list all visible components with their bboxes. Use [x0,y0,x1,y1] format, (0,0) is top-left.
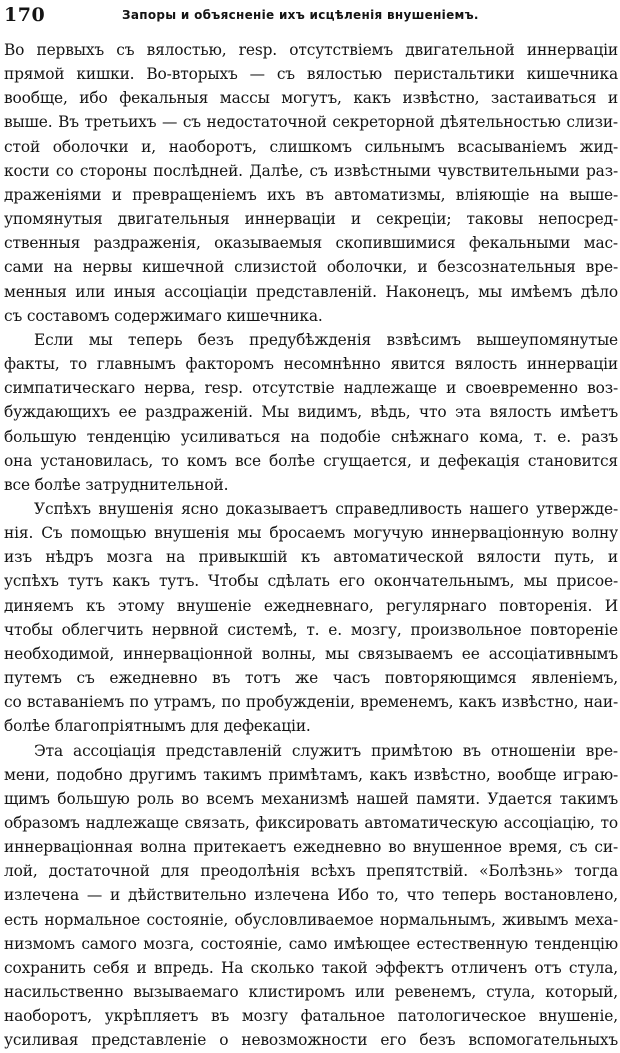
text-line: лой, достаточной для преодолѣнія всѣхъ препятствій. «Болѣзнь» тогда [4,862,618,881]
text-line: факты, то главнымъ факторомъ несомнѣнно явится вялость иннерваціи [4,355,618,374]
text-line: Успѣхъ внушенія ясно доказываетъ справедливость нашего утвержде- [34,499,618,518]
text-line: Во первыхъ съ вялостью, resp. отсутствіемъ двигательной иннерваціи [4,41,618,59]
text-line: со вставаніемъ по утрамъ, по пробужденіи, временемъ, какъ извѣстно, наи- [4,693,618,712]
text-line: иннерваціонная волна притекаетъ ежедневно во внушенное время, съ си- [4,838,618,857]
text-line: мени, подобно другимъ такимъ примѣтамъ, какъ извѣстно, вообще играю- [4,765,618,784]
text-line: чтобы облегчить нервной системѣ, т. е. мозгу, произвольное повтореніе [4,620,618,639]
text-line: большую тенденцію усиливаться на подобіе снѣжнаго кома, т. е. разъ [4,427,618,446]
text-line: есть нормальное состояніе, обусловливаемое нормальнымъ, живымъ меха- [4,910,618,929]
paragraph-3 [4,497,618,739]
text-line: щимъ большую роль во всемъ механизмѣ нашей памяти. Удается такимъ [4,789,618,808]
text-line: изъ нѣдръ мозга на привыкшій къ автоматической вялости путь, и [4,548,618,567]
paragraph-4 [4,739,618,1053]
paragraph-2 [4,328,618,497]
body-text [4,38,618,1053]
text-line: менныя или иныя ассоціаціи представленій. Наконецъ, мы имѣемъ дѣло [4,282,618,301]
text-line: излечена — и дѣйствительно излечена Ибо то, что теперь востановлено, [4,886,618,905]
text-line: она установилась, то комъ все болѣе сгущается, и дефекація становится [4,451,618,470]
text-line: выше. Въ третьихъ — съ недостаточной секреторной дѣятельностью слизи- [4,113,618,132]
text-line: съ составомъ содержимаго кишечника. [4,306,323,325]
text-line: наоборотъ, укрѣпляетъ въ мозгу фатальное патологическое внушеніе, [4,1007,618,1026]
text-line: сохранить себя и впредь. На сколько такой эффектъ отличенъ отъ стула, [4,958,618,977]
text-line: путемъ съ ежедневно въ тотъ же часъ повторяющимся явленіемъ, [4,669,618,688]
text-line: упомянутыя двигательныя иннерваціи и секреціи; таковы непосред- [4,210,618,229]
text-line: болѣе благопріятнымъ для дефекаціи. [4,717,311,736]
running-head: Запоры и объясненіе ихъ исцѣленія внушеніемъ. [122,8,479,22]
text-line: ственныя раздраженія, оказываемыя скопившимися фекальными мас- [4,234,618,253]
text-line: драженіями и превращеніемъ ихъ въ автоматизмы, вліяющіе на выше- [4,185,618,204]
text-line: усиливая представленіе о невозможности его безъ вспомогательныхъ [4,1031,618,1050]
text-line: образомъ надлежаще связать, фиксировать автоматическую ассоціацію, то [4,814,618,832]
text-line: диняемъ къ этому внушеніе ежедневнаго, регулярнаго повторенія. И [4,596,618,615]
text-line: низмомъ самого мозга, состояніе, само имѣющее естественную тенденцію [4,934,618,953]
paragraph-1 [4,38,618,328]
text-line: все болѣе затруднительной. [4,475,229,494]
text-line: Если мы теперь безъ предубѣжденія взвѣсимъ вышеупомянутые [34,330,618,349]
text-line: прямой кишки. Во-вторыхъ — съ вялостью перистальтики кишечника [4,65,618,84]
text-line: Эта ассоціація представленій служитъ примѣтою въ отношеніи вре- [34,741,618,760]
page-header [4,2,616,30]
text-line: успѣхъ тутъ какъ тутъ. Чтобы сдѣлать его окончательнымъ, мы присое- [4,572,618,591]
text-line: симпатическаго нерва, resp. отсутствіе надлежаще и своевременно воз- [4,379,618,398]
text-line: насильственно вызываемаго клистиромъ или ревенемъ, стула, который, [4,983,618,1002]
page-number: 170 [4,4,46,26]
text-line: вообще, ибо фекальныя массы могутъ, какъ извѣстно, застаиваться и [4,89,618,108]
text-line: сами на нервы кишечной слизистой оболочки, и безсознательныя вре- [4,258,618,277]
text-line: стой оболочки и, наоборотъ, слишкомъ сильнымъ всасываніемъ жид- [4,137,618,156]
text-line: кости со стороны послѣдней. Далѣе, съ извѣстными чувствительными раз- [4,161,618,180]
text-line: нія. Съ помощью внушенія мы бросаемъ могучую иннерваціонную волну [4,524,618,543]
text-line: буждающихъ ее раздраженій. Мы видимъ, вѣдь, что эта вялость имѣетъ [4,403,618,422]
text-line: необходимой, иннерваціонной волны, мы связываемъ ее ассоціативнымъ [4,644,618,663]
